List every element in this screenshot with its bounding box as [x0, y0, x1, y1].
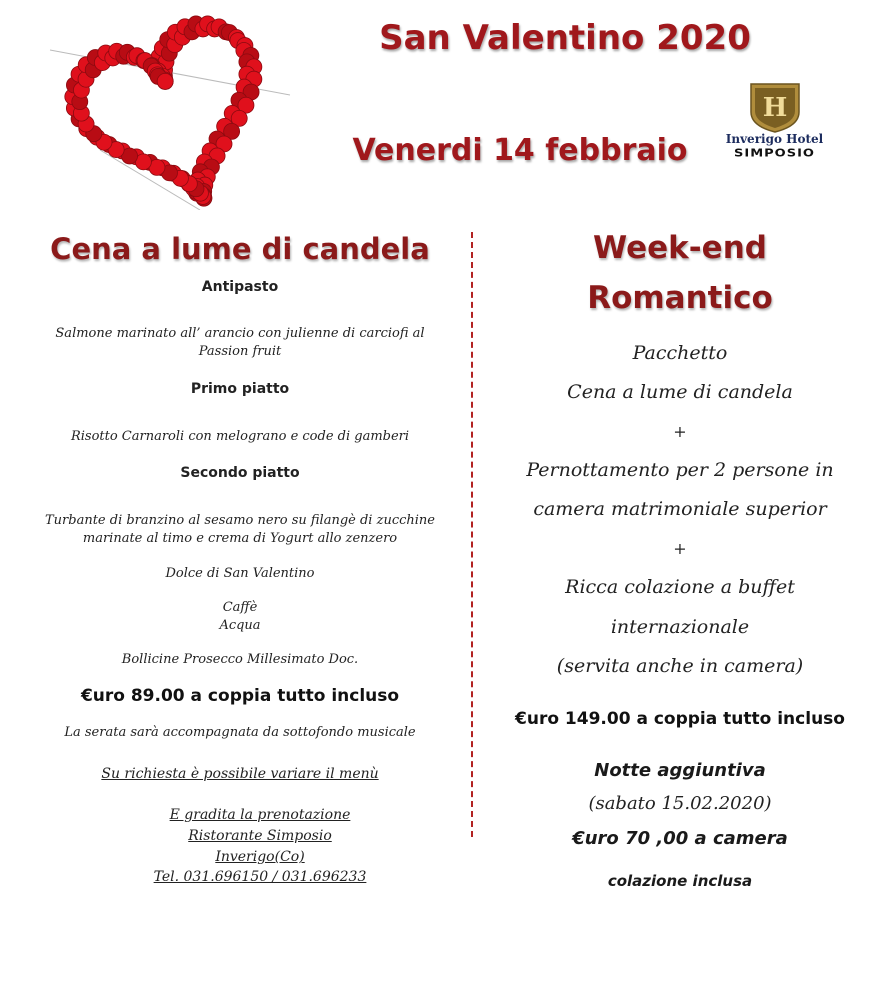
package-label: Pacchetto — [632, 342, 728, 364]
restaurant-phone[interactable]: Tel. 031.696150 / 031.696233 — [153, 869, 367, 885]
rose-heart-image — [40, 10, 300, 210]
menu-change-note: Su richiesta è possibile variare il menù — [101, 766, 379, 782]
reservation-note: E gradita la prenotazione — [169, 807, 351, 823]
package-night-2: camera matrimoniale superior — [533, 498, 827, 520]
svg-text:H: H — [762, 93, 787, 123]
acqua: Acqua — [219, 618, 261, 633]
event-date: Venerdi 14 febbraio — [352, 133, 688, 168]
extra-night-price: €uro 70 ,00 a camera — [572, 828, 788, 849]
caffe: Caffè — [222, 600, 258, 615]
package-night-1: Pernottamento per 2 persone in — [526, 459, 834, 481]
secondo-line-1: Turbante di branzino al sesamo nero su filangè di zucchine — [45, 513, 435, 528]
antipasto-line-1: Salmone marinato all’ arancio con julienne di carciofi al — [55, 326, 425, 341]
hotel-name: Inverigo Hotel — [725, 132, 824, 146]
weekend-heading-2: Romantico — [587, 280, 773, 316]
plus-sign-1: + — [673, 422, 687, 441]
package-breakfast-3: (servita anche in camera) — [556, 655, 804, 677]
bollicine: Bollicine Prosecco Millesimato Doc. — [121, 652, 359, 667]
brand-name: SIMPOSIO — [734, 147, 815, 160]
hotel-logo — [712, 82, 837, 172]
primo-title: Primo piatto — [190, 381, 290, 397]
dolce: Dolce di San Valentino — [165, 566, 315, 581]
column-divider — [471, 232, 473, 837]
primo-dish: Risotto Carnaroli con melograno e code di gamberi — [70, 429, 410, 444]
extra-night-note: colazione inclusa — [607, 872, 753, 890]
antipasto-line-2: Passion fruit — [198, 344, 282, 359]
extra-night-date: (sabato 15.02.2020) — [588, 793, 772, 814]
restaurant-location: Inverigo(Co) — [215, 849, 305, 865]
extra-night-title: Notte aggiuntiva — [594, 760, 766, 781]
weekend-heading-1: Week-end — [593, 230, 767, 266]
package-dinner: Cena a lume di candela — [567, 381, 793, 403]
secondo-title: Secondo piatto — [180, 465, 300, 481]
secondo-line-2: marinate al timo e crema di Yogurt allo zenzero — [82, 531, 398, 546]
dinner-price: €uro 89.00 a coppia tutto incluso — [80, 686, 400, 706]
plus-sign-2: + — [673, 539, 687, 558]
weekend-price: €uro 149.00 a coppia tutto incluso — [515, 709, 845, 729]
music-note: La serata sarà accompagnata da sottofondo musicale — [64, 725, 416, 740]
rose — [157, 73, 173, 89]
package-breakfast-1: Ricca colazione a buffet — [565, 576, 795, 598]
dinner-heading: Cena a lume di candela — [50, 232, 430, 266]
package-breakfast-2: internazionale — [610, 616, 750, 638]
shield-icon — [747, 82, 803, 134]
antipasto-title: Antipasto — [201, 279, 279, 295]
page-title: San Valentino 2020 — [379, 18, 751, 58]
restaurant-name: Ristorante Simposio — [188, 828, 332, 844]
